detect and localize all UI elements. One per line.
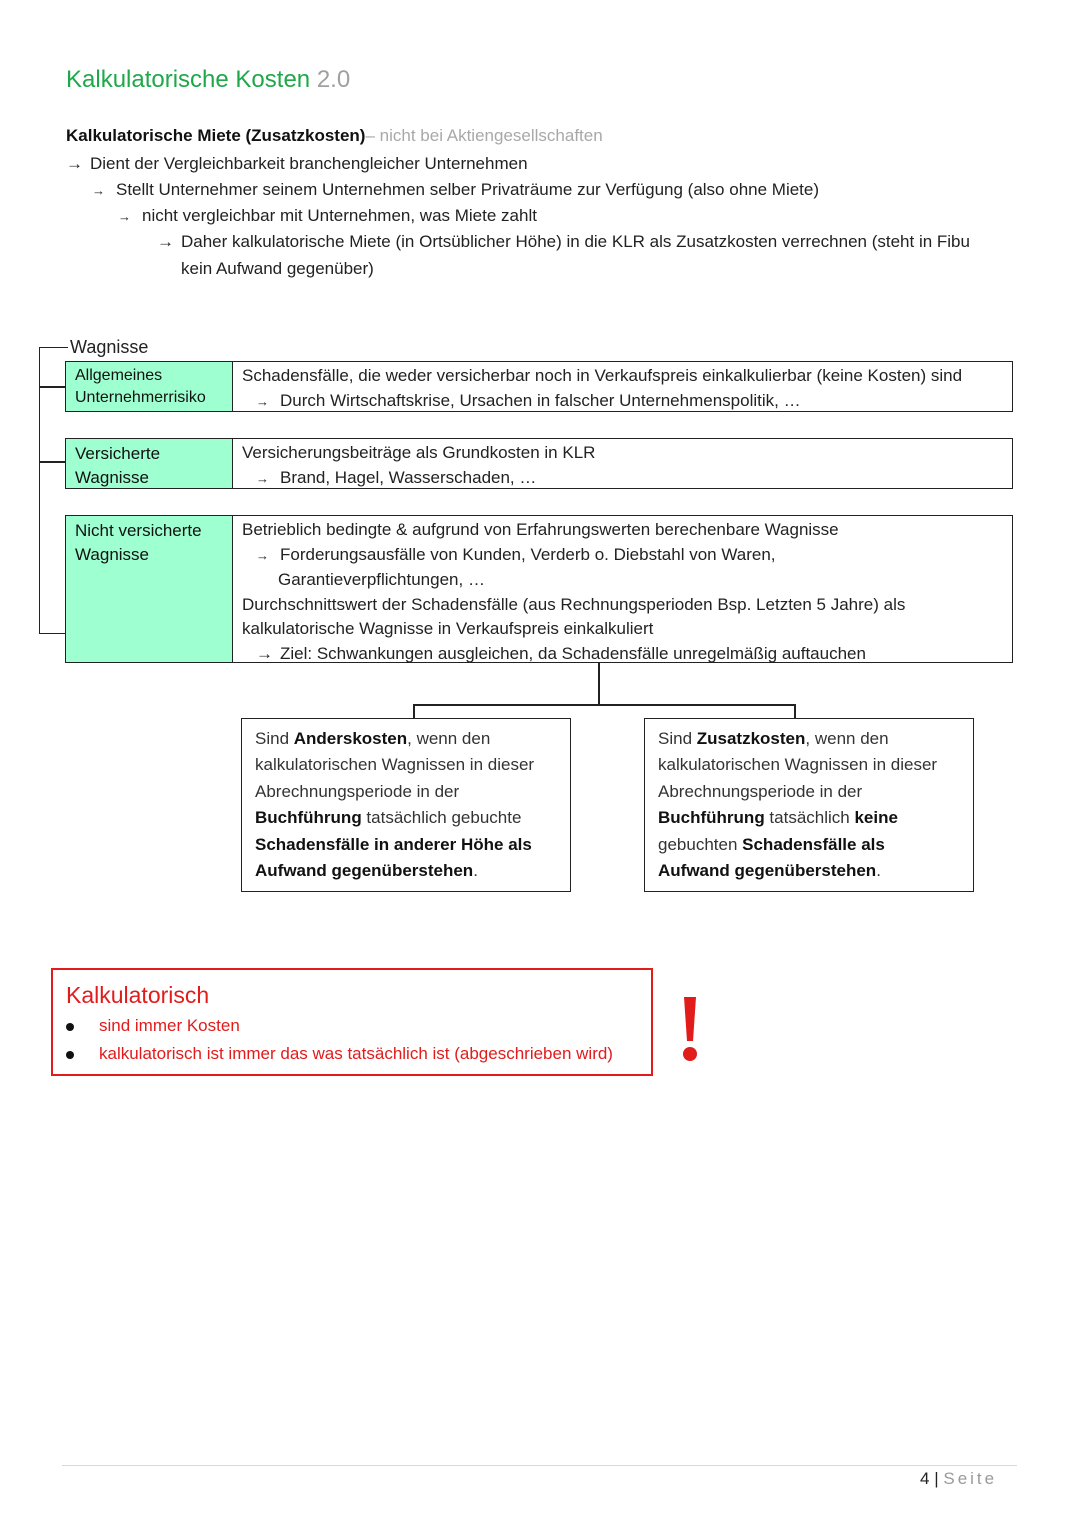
tree-connector (39, 461, 66, 463)
tree-connector (413, 704, 415, 718)
wagnis-label: Allgemeines Unternehmerrisiko (66, 362, 233, 411)
wagnis-description: Schadensfälle, die weder versicherbar noch in Verkaufspreis einkalkulierbar (keine Kosten) sind → Durch Wirtschaftskrise, Ursachen in falscher Unternehmenspolitik, … (233, 362, 1012, 411)
arrow-right-icon: → (256, 643, 273, 663)
arrow-right-icon: → (256, 393, 269, 409)
bullet-icon (66, 1051, 74, 1059)
wagnis-description: Versicherungsbeiträge als Grundkosten in KLR → Brand, Hagel, Wasserschaden, … (233, 439, 1012, 488)
kalkulatorisch-note-box (51, 968, 653, 1076)
title-version: 2.0 (316, 66, 351, 93)
wagnis-label: Nicht versicherte Wagnisse (66, 516, 233, 662)
miete-line-1: → Dient der Vergleichbarkeit branchengleicher Unternehmen (66, 152, 528, 176)
note-title: Kalkulatorisch (66, 982, 210, 1008)
wagnis-row-versichert (65, 438, 1013, 489)
wagnis-row-nicht-versichert (65, 515, 1013, 663)
tree-connector (39, 386, 66, 388)
arrow-right-icon: → (118, 209, 131, 224)
arrow-right-icon: → (256, 470, 269, 486)
miete-line-4: → Daher kalkulatorische Miete (in Ortsüblicher Höhe) in die KLR als Zusatzkosten verrechnen (steht in Fibu (157, 230, 970, 254)
wagnis-description: Betrieblich bedingte & aufgrund von Erfahrungswerten berechenbare Wagnisse → Forderungsausfälle von Kunden, Verderb o. Diebstahl von Waren, Garantieverpflichtungen, … Durchschnittswert der Schadensfälle (aus Rechnungsperioden Bsp. Letzten 5 Jahre) als kalkulatorische Wagnisse in Verkaufspreis einkalkuliert → Ziel: Schwankungen ausgleichen, da Schadensfälle unregelmäßig auftauchen (233, 516, 1012, 662)
wagnis-row-allgemein (65, 361, 1013, 412)
page-title: Kalkulatorische Kosten 2.0 (66, 66, 351, 93)
arrow-right-icon: → (66, 154, 83, 173)
tree-connector (413, 704, 795, 706)
bullet-icon (66, 1023, 74, 1031)
tree-connector (598, 663, 600, 705)
miete-heading: Kalkulatorische Miete (Zusatzkosten)– nicht bei Aktiengesellschaften (66, 126, 603, 145)
note-item: sind immer Kosten (99, 1016, 240, 1035)
exclamation-icon (680, 995, 700, 1063)
arrow-right-icon: → (92, 183, 105, 198)
miete-line-2: → Stellt Unternehmer seinem Unternehmen selber Privaträume zur Verfügung (also ohne Miete) (92, 178, 819, 203)
wagnis-label: Versicherte Wagnisse (66, 439, 233, 488)
wagnisse-title: Wagnisse (70, 337, 149, 357)
miete-line-3: → nicht vergleichbar mit Unternehmen, was Miete zahlt (118, 204, 537, 229)
page-number: 4 | Seite (920, 1469, 998, 1488)
wagnisse-tree-bracket (39, 347, 68, 634)
zusatzkosten-box: Sind Zusatzkosten, wenn den kalkulatorischen Wagnissen in dieser Abrechnungsperiode in der Buchführung tatsächlich keine gebuchten Schadensfälle als Aufwand gegenüberstehen. (644, 718, 974, 892)
arrow-right-icon: → (256, 547, 269, 563)
tree-connector (794, 704, 796, 718)
anderskosten-box: Sind Anderskosten, wenn den kalkulatorischen Wagnissen in dieser Abrechnungsperiode in der Buchführung tatsächlich gebuchte Schadensfälle in anderer Höhe als Aufwand gegenüberstehen. (241, 718, 571, 892)
miete-note: – nicht bei Aktiengesellschaften (365, 126, 603, 145)
miete-line-5: kein Aufwand gegenüber) (181, 259, 374, 278)
note-item: kalkulatorisch ist immer das was tatsächlich ist (abgeschrieben wird) (99, 1044, 613, 1063)
footer-divider (62, 1465, 1017, 1466)
arrow-right-icon: → (157, 232, 174, 251)
